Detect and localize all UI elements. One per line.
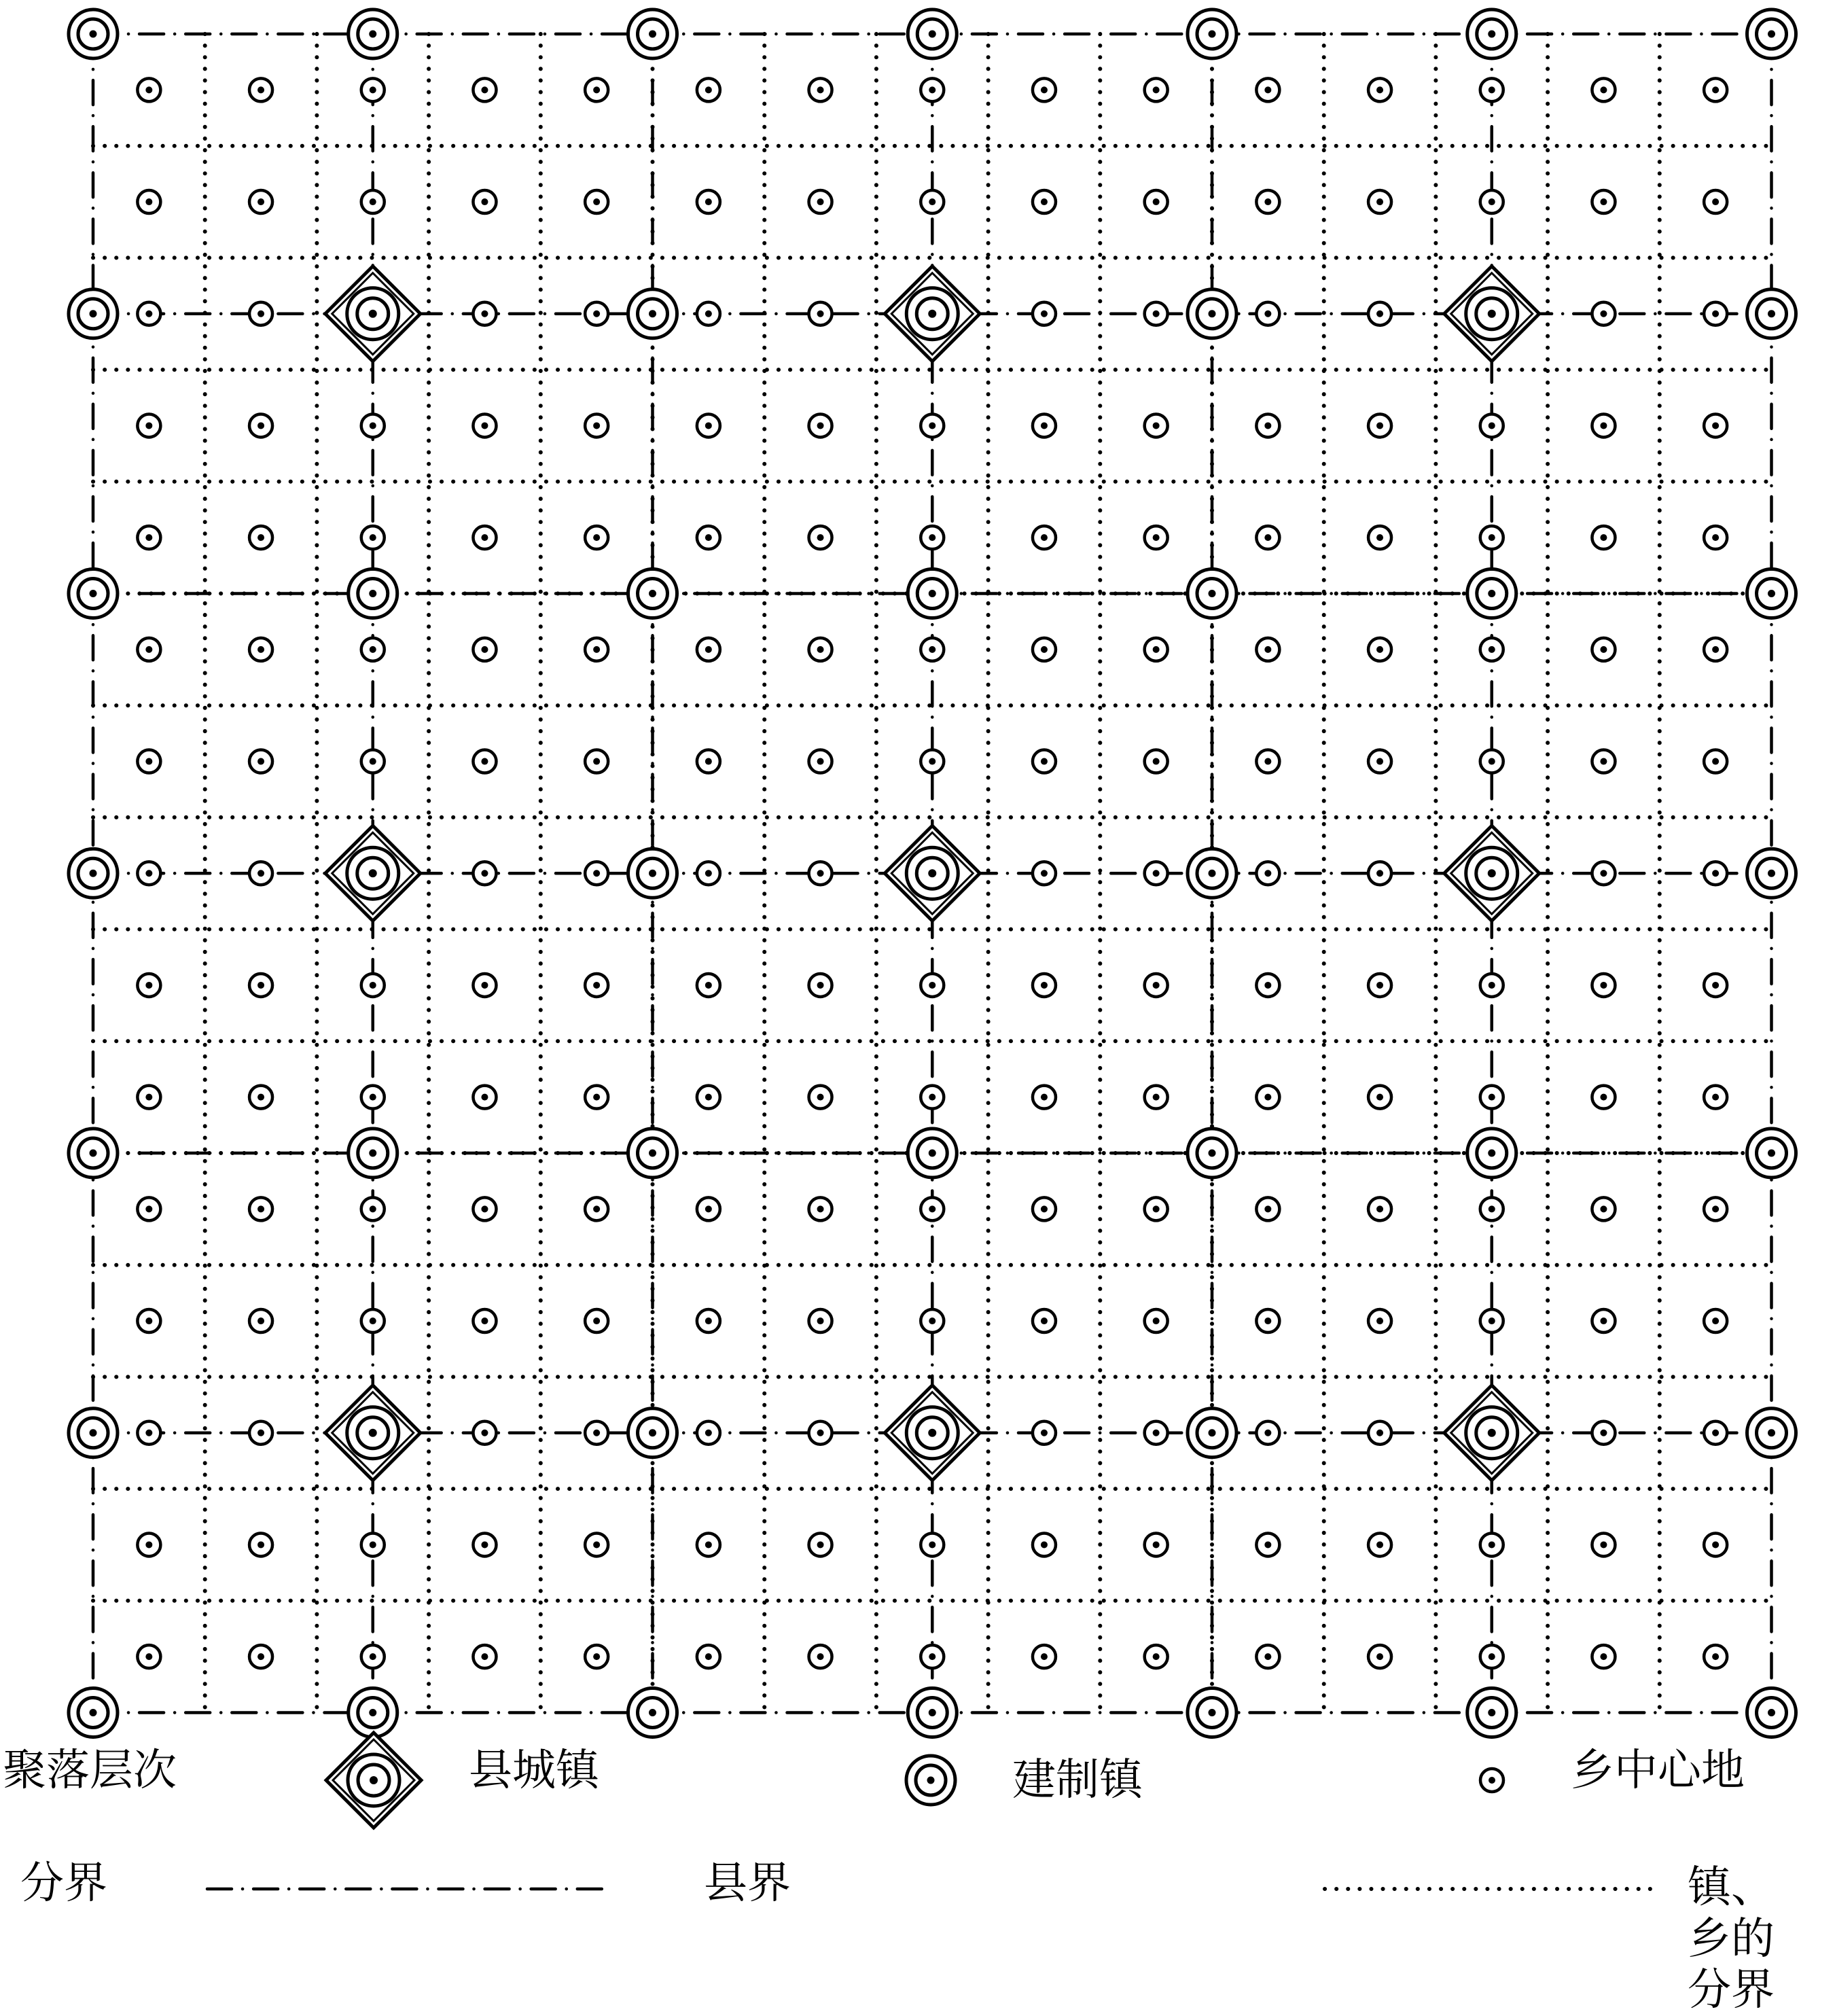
designated-town-icon [628, 1409, 677, 1457]
township-center-icon [1704, 1533, 1727, 1556]
township-center-icon [473, 1197, 496, 1220]
township-center-icon [585, 638, 608, 661]
township-center-icon [249, 974, 272, 997]
county-town-icon [325, 826, 421, 921]
township-center-icon [1033, 1421, 1056, 1445]
township-center-icon [921, 190, 944, 213]
township-center-icon [473, 862, 496, 885]
township-center-icon [361, 1533, 385, 1556]
township-center-icon [473, 1421, 496, 1445]
township-center-icon [1592, 1533, 1615, 1556]
designated-town-icon [349, 10, 397, 58]
township-center-icon [1704, 1086, 1727, 1109]
township-center-icon [1368, 1645, 1391, 1668]
township-center-icon [697, 1645, 720, 1668]
township-center-icon [1592, 750, 1615, 773]
township-center-icon [1704, 1645, 1727, 1668]
township-center-icon [1480, 526, 1503, 549]
township-center-icon [1592, 974, 1615, 997]
township-center-icon [921, 974, 944, 997]
township-center-icon [1145, 1645, 1168, 1668]
township-center-icon [697, 1533, 720, 1556]
township-center-icon [1368, 414, 1391, 437]
township-center-icon [361, 526, 385, 549]
township-center-icon [809, 862, 832, 885]
township-center-icon [1145, 750, 1168, 773]
county-town-icon [1444, 826, 1539, 921]
township-center-icon [1704, 638, 1727, 661]
township-center-icon [361, 1086, 385, 1109]
township-center-icon [1033, 190, 1056, 213]
designated-town-icon [1188, 1688, 1236, 1737]
township-center-icon [249, 78, 272, 101]
township-center-icon [1368, 78, 1391, 101]
township-center-icon [921, 1086, 944, 1109]
township-center-icon [1480, 638, 1503, 661]
county-town-icon [885, 1385, 980, 1481]
township-center-icon [249, 414, 272, 437]
township-center-icon [809, 78, 832, 101]
township-center-icon [137, 974, 160, 997]
township-center-icon [137, 1645, 160, 1668]
township-center-icon [1368, 638, 1391, 661]
settlement-symbols [69, 10, 1796, 1737]
township-center-icon [1480, 78, 1503, 101]
township-center-icon [137, 302, 160, 325]
township-center-icon [697, 190, 720, 213]
township-center-icon [1256, 862, 1279, 885]
township-center-icon [1592, 1645, 1615, 1668]
designated-town-icon [1188, 10, 1236, 58]
county-town-icon [325, 1385, 421, 1481]
township-center-icon [697, 1197, 720, 1220]
legend-designated-town-icon [906, 1756, 955, 1805]
township-center-icon [1033, 638, 1056, 661]
township-center-icon [1480, 1086, 1503, 1109]
township-center-icon [1480, 1645, 1503, 1668]
township-center-icon [921, 1197, 944, 1220]
township-center-icon [1368, 1309, 1391, 1332]
township-center-icon [1480, 1197, 1503, 1220]
designated-town-icon [1747, 1129, 1796, 1178]
designated-town-icon [628, 1129, 677, 1178]
township-center-icon [809, 414, 832, 437]
township-center-icon [361, 414, 385, 437]
township-center-icon [361, 974, 385, 997]
designated-town-icon [1747, 10, 1796, 58]
township-center-icon [1592, 526, 1615, 549]
township-center-icon [473, 1309, 496, 1332]
designated-town-icon [349, 569, 397, 618]
designated-town-icon [628, 10, 677, 58]
township-center-icon [473, 1645, 496, 1668]
township-center-icon [1256, 974, 1279, 997]
township-center-icon [137, 1309, 160, 1332]
township-center-icon [361, 78, 385, 101]
designated-town-icon [349, 1129, 397, 1178]
township-center-icon [809, 1197, 832, 1220]
township-center-icon [137, 526, 160, 549]
designated-town-icon [1188, 1409, 1236, 1457]
township-center-icon [1145, 190, 1168, 213]
township-center-icon [137, 1533, 160, 1556]
township-center-icon [1368, 1533, 1391, 1556]
township-center-icon [585, 302, 608, 325]
township-center-icon [697, 862, 720, 885]
township-center-icon [1033, 1086, 1056, 1109]
designated-town-icon [1747, 289, 1796, 338]
township-center-icon [1256, 1421, 1279, 1445]
township-center-icon [473, 302, 496, 325]
township-center-icon [1145, 526, 1168, 549]
township-center-icon [1592, 414, 1615, 437]
township-center-icon [1592, 190, 1615, 213]
township-center-icon [249, 302, 272, 325]
designated-town-icon [1747, 569, 1796, 618]
designated-town-icon [349, 1688, 397, 1737]
township-center-icon [1256, 190, 1279, 213]
township-center-icon [1368, 302, 1391, 325]
township-center-icon [1033, 1533, 1056, 1556]
township-center-icon [137, 1197, 160, 1220]
township-center-icon [1145, 302, 1168, 325]
township-center-icon [809, 1533, 832, 1556]
township-center-icon [697, 750, 720, 773]
township-center-icon [249, 526, 272, 549]
township-center-icon [137, 414, 160, 437]
township-center-icon [1480, 190, 1503, 213]
township-center-icon [1704, 750, 1727, 773]
township-center-icon [1480, 1533, 1503, 1556]
township-center-icon [697, 526, 720, 549]
township-center-icon [1704, 526, 1727, 549]
designated-town-icon [69, 849, 118, 898]
township-center-icon [1256, 638, 1279, 661]
township-center-icon [1592, 1421, 1615, 1445]
township-center-icon [1704, 862, 1727, 885]
designated-town-icon [628, 849, 677, 898]
designated-town-icon [1467, 569, 1516, 618]
township-center-icon [1704, 974, 1727, 997]
township-center-icon [1368, 526, 1391, 549]
township-center-icon [361, 1309, 385, 1332]
township-center-icon [137, 750, 160, 773]
township-center-icon [1592, 78, 1615, 101]
township-center-icon [1368, 1086, 1391, 1109]
county-town-icon [1444, 266, 1539, 361]
township-center-icon [1704, 78, 1727, 101]
township-center-icon [473, 1533, 496, 1556]
township-center-icon [137, 638, 160, 661]
county-town-icon [885, 826, 980, 921]
township-center-icon [1704, 302, 1727, 325]
township-center-icon [809, 302, 832, 325]
township-center-icon [249, 750, 272, 773]
township-center-icon [921, 414, 944, 437]
township-center-icon [1033, 78, 1056, 101]
township-center-icon [809, 1645, 832, 1668]
township-center-icon [1256, 1533, 1279, 1556]
township-center-icon [809, 974, 832, 997]
township-center-icon [585, 1421, 608, 1445]
township-center-icon [249, 1533, 272, 1556]
township-center-icon [473, 750, 496, 773]
township-center-icon [585, 862, 608, 885]
designated-town-icon [908, 1129, 957, 1178]
designated-town-icon [69, 10, 118, 58]
township-center-icon [809, 1086, 832, 1109]
township-center-icon [1368, 1421, 1391, 1445]
township-center-icon [1145, 414, 1168, 437]
legend-county-town-icon [326, 1733, 421, 1828]
township-center-icon [1256, 750, 1279, 773]
township-center-icon [1033, 526, 1056, 549]
designated-town-icon [1188, 289, 1236, 338]
township-center-icon [137, 190, 160, 213]
designated-town-icon [908, 1688, 957, 1737]
township-center-icon [921, 1533, 944, 1556]
township-center-icon [249, 190, 272, 213]
designated-town-icon [628, 289, 677, 338]
designated-town-icon [628, 1688, 677, 1737]
township-center-icon [1145, 1309, 1168, 1332]
township-center-icon [921, 78, 944, 101]
township-center-icon [249, 1309, 272, 1332]
designated-town-icon [1467, 1688, 1516, 1737]
township-center-icon [697, 1421, 720, 1445]
township-center-icon [1145, 1197, 1168, 1220]
township-center-icon [1145, 78, 1168, 101]
township-center-icon [1480, 974, 1503, 997]
township-center-icon [1704, 414, 1727, 437]
township-center-icon [361, 750, 385, 773]
township-center-icon [1368, 1197, 1391, 1220]
township-center-icon [809, 750, 832, 773]
township-center-icon [585, 1533, 608, 1556]
township-center-icon [697, 302, 720, 325]
township-center-icon [361, 190, 385, 213]
designated-town-icon [628, 569, 677, 618]
township-center-icon [1256, 414, 1279, 437]
county-town-icon [1444, 1385, 1539, 1481]
township-center-icon [809, 190, 832, 213]
township-center-icon [1256, 1309, 1279, 1332]
township-center-icon [473, 638, 496, 661]
township-center-icon [585, 78, 608, 101]
township-center-icon [137, 1421, 160, 1445]
township-center-icon [809, 638, 832, 661]
designated-town-icon [1747, 849, 1796, 898]
township-center-icon [585, 1086, 608, 1109]
township-center-icon [697, 1086, 720, 1109]
township-center-icon [137, 1086, 160, 1109]
township-center-icon [585, 190, 608, 213]
legend-boundary-title: 分界 [20, 1859, 107, 1907]
township-center-icon [473, 78, 496, 101]
township-center-icon [249, 1086, 272, 1109]
designated-town-icon [1747, 1409, 1796, 1457]
township-center-icon [361, 1645, 385, 1668]
township-center-icon [809, 1421, 832, 1445]
legend-designated-town-label: 建制镇 [1012, 1756, 1143, 1804]
township-center-icon [1033, 1197, 1056, 1220]
township-center-icon [1145, 638, 1168, 661]
township-center-icon [585, 974, 608, 997]
legend-county-boundary-label: 县界 [704, 1859, 791, 1907]
township-center-icon [1592, 862, 1615, 885]
designated-town-icon [1188, 569, 1236, 618]
township-center-icon [249, 1645, 272, 1668]
township-center-icon [1033, 1645, 1056, 1668]
township-center-icon [137, 862, 160, 885]
township-center-icon [473, 414, 496, 437]
township-center-icon [1704, 1421, 1727, 1445]
township-center-icon [1592, 1086, 1615, 1109]
township-center-icon [1592, 1197, 1615, 1220]
township-center-icon [249, 862, 272, 885]
township-center-icon [473, 190, 496, 213]
legend-symbols [207, 1733, 1658, 1889]
legend-county-town-label: 县城镇 [469, 1746, 599, 1794]
legend-township-center-icon [1480, 1769, 1503, 1792]
township-center-icon [585, 414, 608, 437]
township-center-icon [585, 1645, 608, 1668]
designated-town-icon [908, 10, 957, 58]
township-center-icon [249, 1197, 272, 1220]
township-center-icon [473, 974, 496, 997]
designated-town-icon [1747, 1688, 1796, 1737]
township-center-icon [1704, 1309, 1727, 1332]
township-center-icon [809, 1309, 832, 1332]
township-center-icon [1480, 1309, 1503, 1332]
township-center-icon [921, 526, 944, 549]
township-center-icon [1704, 190, 1727, 213]
legend-settlement-hierarchy-title: 聚落层次 [3, 1746, 177, 1794]
designated-town-icon [1188, 849, 1236, 898]
county-town-icon [325, 266, 421, 361]
township-center-icon [1368, 862, 1391, 885]
township-center-icon [921, 638, 944, 661]
township-center-icon [1033, 862, 1056, 885]
township-center-icon [1368, 974, 1391, 997]
township-center-icon [249, 638, 272, 661]
township-center-icon [697, 1309, 720, 1332]
township-center-icon [697, 638, 720, 661]
township-center-icon [1368, 750, 1391, 773]
township-center-icon [921, 1309, 944, 1332]
designated-town-icon [69, 1129, 118, 1178]
township-center-icon [249, 1421, 272, 1445]
township-center-icon [1256, 1645, 1279, 1668]
county-town-icon [885, 266, 980, 361]
township-center-icon [1480, 414, 1503, 437]
township-center-icon [361, 1197, 385, 1220]
township-center-icon [1592, 302, 1615, 325]
designated-town-icon [1467, 10, 1516, 58]
township-center-icon [1145, 862, 1168, 885]
legend-township-center-label: 乡中心地 [1571, 1746, 1745, 1794]
designated-town-icon [69, 1409, 118, 1457]
township-center-icon [1033, 302, 1056, 325]
designated-town-icon [69, 1688, 118, 1737]
township-center-icon [1256, 302, 1279, 325]
township-center-icon [1480, 750, 1503, 773]
township-center-icon [1256, 1086, 1279, 1109]
township-center-icon [1256, 526, 1279, 549]
township-center-icon [585, 526, 608, 549]
township-center-icon [1704, 1197, 1727, 1220]
legend-town-township-boundary-label: 镇、乡的分界 [1688, 1863, 1775, 2015]
township-center-icon [1033, 414, 1056, 437]
township-center-icon [1145, 1421, 1168, 1445]
township-center-icon [1033, 974, 1056, 997]
township-center-icon [585, 1309, 608, 1332]
township-center-icon [361, 638, 385, 661]
township-center-icon [1145, 1086, 1168, 1109]
township-center-icon [1368, 190, 1391, 213]
township-center-icon [921, 750, 944, 773]
designated-town-icon [69, 289, 118, 338]
township-center-icon [697, 974, 720, 997]
designated-town-icon [1188, 1129, 1236, 1178]
designated-town-icon [908, 569, 957, 618]
township-center-icon [1145, 1533, 1168, 1556]
township-center-icon [1033, 1309, 1056, 1332]
designated-town-icon [69, 569, 118, 618]
township-center-icon [809, 526, 832, 549]
township-center-icon [137, 78, 160, 101]
township-center-icon [1592, 1309, 1615, 1332]
township-center-icon [1256, 1197, 1279, 1220]
township-center-icon [473, 526, 496, 549]
township-center-icon [1145, 974, 1168, 997]
township-center-icon [585, 750, 608, 773]
township-center-icon [697, 414, 720, 437]
township-center-icon [697, 78, 720, 101]
township-center-icon [473, 1086, 496, 1109]
designated-town-icon [1467, 1129, 1516, 1178]
township-center-icon [1256, 78, 1279, 101]
township-center-icon [921, 1645, 944, 1668]
township-center-icon [1592, 638, 1615, 661]
township-center-icon [585, 1197, 608, 1220]
township-center-icon [1033, 750, 1056, 773]
